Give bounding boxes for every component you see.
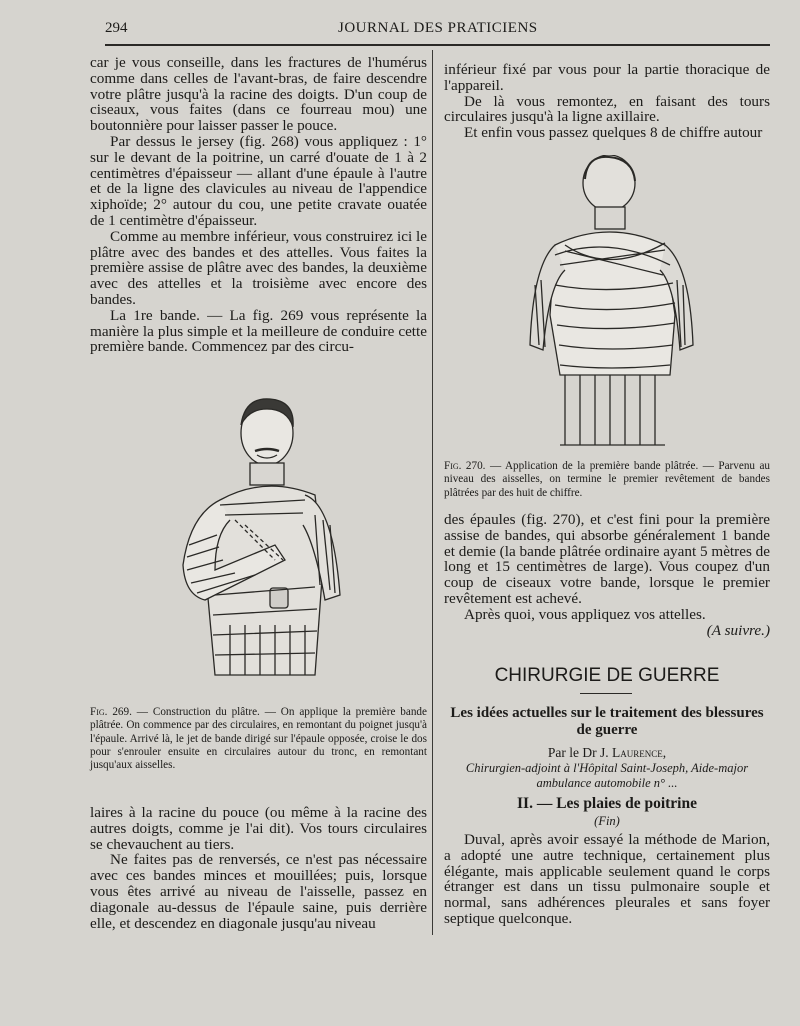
byline — [444, 745, 770, 761]
right-column-middle — [444, 512, 770, 638]
byline-prefix: Par le Dr J. — [547, 745, 609, 760]
header-rule — [105, 44, 770, 46]
paragraph: Après quoi, vous appliquez vos attelles. — [464, 605, 706, 623]
paragraph: Ne faites pas de renversés, ce n'est pas nécessaire avec ces bandes minces et mouillées; puis, lorsque vous êtes arrivé au niveau de l'aisselle, passez en diagonale au-dessus de l'épaule saine, puis derrière elle, et descendez en diagonale jusqu'au niveau — [90, 851, 427, 932]
article-subtitle: II. — Les plaies de poitrine — [517, 795, 697, 812]
fig-270-illustration — [525, 155, 700, 455]
paragraph: Comme au membre inférieur, vous construirez ici le plâtre avec des bandes et des attelles. Vous faites la première assise de plâtre avec des bandes, la deuxième avec des attelles et la troisième avec encore des bandes. — [90, 227, 427, 308]
paragraph: car je vous conseille, dans les fractures de l'humérus comme dans celles de l'avant-bras, de faire descendre votre plâtre jusqu'à la racine des doigts. D'un coup de ciseaux, vous faites (dans ce fourreau mou) une boutonnière pour laisser passer le pouce. — [90, 54, 427, 135]
paragraph: laires à la racine du pouce (ou même à la racine des autres doigts, comme je l'ai dit). Vos tours circulaires se chevauchent au tiers. — [90, 804, 427, 853]
figure-label: Fig. 270. — [444, 460, 486, 472]
fig-269-illustration — [175, 395, 350, 700]
caption-text: — Construction du plâtre. — On applique la première bande plâtrée. On commence par des circulaires, en remontant du poignet jusqu'à l'épaule. Arrivé là, le jet de bande dirigé sur l'épaule opposée, croise le dos pour s'enrouler ensuite en circulaires autour du tronc, en remontant jusqu'aux aisselles. — [90, 706, 427, 772]
paragraph: inférieur fixé par vous pour la partie thoracique de l'appareil. — [444, 61, 770, 94]
section-title: CHIRURGIE DE GUERRE — [494, 665, 720, 686]
left-column-bottom — [90, 805, 427, 931]
page-number: 294 — [105, 20, 128, 36]
right-column-top — [444, 62, 770, 141]
paragraph: des épaules (fig. 270), et c'est fini pour la première assise de bandes, qui absorbe généralement 1 bande et demie (la bande plâtrée ordinaire ayant 5 mètres de long et 15 centimètres de large). Vous coupez d'un coup de ciseaux votre bande, lorsque le premier revêtement est achevé. — [444, 511, 770, 607]
journal-title: JOURNAL DES PRATICIENS — [338, 20, 538, 36]
author-name: Laurence, — [612, 745, 667, 760]
paragraph: La 1re bande. — La fig. 269 vous représente la manière la plus simple et la meilleure de conduire cette première bande. Commencez par des circu- — [90, 306, 427, 356]
article-fin: (Fin) — [594, 814, 620, 828]
left-column-top — [90, 55, 427, 355]
paragraph: Et enfin vous passez quelques 8 de chiffre autour — [464, 124, 763, 142]
paragraph: Duval, après avoir essayé la méthode de Marion, a adopté une autre technique, certainement plus élégante, mais applicable seulement quand le corps étranger est dans un tissu pulmonaire souple et normal, sans adhérences pleurales et sans foyer septique quelconque. — [444, 831, 770, 927]
right-column-bottom — [444, 832, 770, 927]
column-divider — [432, 50, 433, 935]
article-title: Les idées actuelles sur le traitement des blessures de guerre — [450, 705, 764, 738]
paragraph: De là vous remontez, en faisant des tours circulaires jusqu'à la ligne axillaire. — [444, 92, 770, 126]
to-be-continued: (A suivre.) — [706, 621, 770, 639]
fig-270-caption — [444, 460, 770, 500]
caption-text: — Application de la première bande plâtrée. — Parvenu au niveau des aisselles, on termine le premier revêtement de bandes plâtrées par des huit de chiffre. — [444, 460, 771, 499]
fig-269-caption — [90, 706, 427, 772]
page-header — [0, 0, 800, 44]
paragraph: Par dessus le jersey (fig. 268) vous appliquez : 1° sur le devant de la poitrine, un carré d'ouate de 1 à 2 centimètres d'épaisseur — allant d'une épaule à l'autre et de la ligne des clavicules au niveau de l'appendice xiphoïde; 2° autour du cou, une petite cravate ouatée de 1 centimètre d'épaisseur. — [90, 132, 427, 229]
figure-label: Fig. 269. — [90, 706, 132, 718]
section-rule — [580, 693, 632, 694]
author-affiliation: Chirurgien-adjoint à l'Hôpital Saint-Joseph, Aide-major ambulance automobile n° ... — [465, 761, 749, 790]
